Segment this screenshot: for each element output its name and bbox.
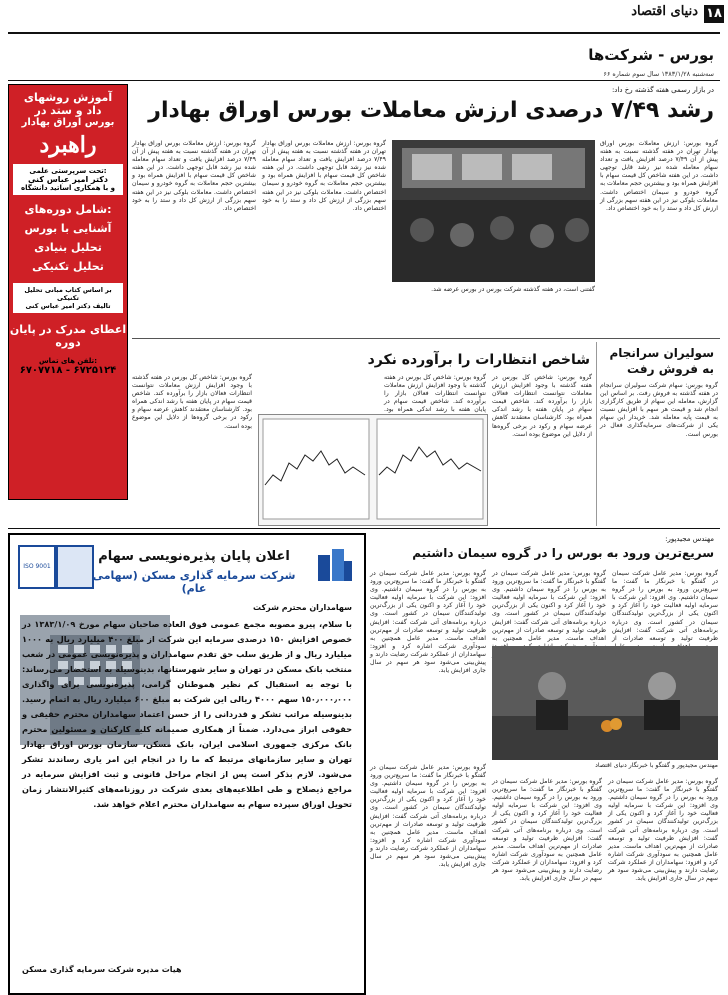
lead-photo [392,140,595,282]
lead-photo-caption: گفتنی است، در هفته گذشته شرکت بورس در بورس عرضه شد. [431,286,595,293]
ad-phone-label: تلفن های تماس: [38,357,98,365]
notice-logo-left: ISO 9001 [18,545,56,589]
ad-line-2: داد و ستد در [34,104,102,117]
cement-col-4: گروه بورس: مدیر عامل شرکت سیمان در گفتگو با خبرنگار ما گفت: ما سریع‌ترین ورود به بورس را در گروه سیمان داشتیم. وی افزود: این شرکت با سرمایه اولیه فعالیت خود را آغاز کرد و اکنون یکی از بزرگ‌ترین تولیدکنندگان سیمان در کشور است. وی درباره برنامه‌های آتی شرکت گفت: افزایش ظرفیت تولید و توسعه صادرات از مهم‌ترین اهداف ماست. مدیر عامل همچنین به سودآوری شرکت اشاره کرد و افزود: سهامداران از عملکرد شرکت رضایت دارند و پیش‌بینی می‌شود سود هر سهم در سال جاری افزایش یابد. [370,764,486,869]
ad-phones: ۶۷۰۷۷۱۸ - ۶۷۲۵۱۲۴ [19,365,117,376]
ad-sup-title: تحت سرپرستی علمی: [29,167,107,175]
sellers-divider [596,342,597,526]
ad-supervisor: دکتر امیر عباس کنی [27,175,109,184]
cement-col-3: گروه بورس: مدیر عامل شرکت سیمان در گفتگو با خبرنگار ما گفت: ما سریع‌ترین ورود به بورس را در گروه سیمان داشتیم. وی افزود: این شرکت با سرمایه اولیه فعالیت خود را آغاز کرد و اکنون یکی از بزرگ‌ترین تولیدکنندگان سیمان در کشور است. وی درباره برنامه‌های آتی شرکت گفت: افزایش ظرفیت تولید و توسعه صادرات از مهم‌ترین اهداف ماست. مدیر عامل همچنین به سودآوری شرکت اشاره کرد و افزود: سهامداران از عملکرد شرکت رضایت دارند و پیش‌بینی می‌شود سود هر سهم در سال جاری افزایش یابد. [370,570,486,675]
cement-headline: سریع‌ترین ورود به بورس را در گروه سیمان داشتیم [412,546,714,560]
notice-company: شرکت سرمایه گذاری مسکن (سهامی عام) [92,569,296,595]
notice-signature: هیات مدیره شرکت سرمایه گذاری مسکن [22,965,182,974]
masthead-rule-bottom [8,80,720,81]
lead-col-3: گروه بورس: ارزش معاملات بورس اوراق بهادار تهران در هفته گذشته نسبت به هفته پیش از آن ۷/۴۹ درصد افزایش یافت و تعداد سهام معامله شده نیز رشد قابل توجهی داشت. در این هفته شاخص کل قیمت سهام با افزایش همراه بود و بیشترین حجم معاملات به گروه خودرو و سیمان اختصاص داشت. معاملات بلوکی نیز در این هفته سهم بزرگی از ارزش کل داد و ستد را به خود اختصاص داد. [132,140,256,212]
ad-topic-3: تحلیل تکنیکی [32,260,104,273]
sellers-headline-2: به فروش رفت [627,362,714,376]
ad-sup-box [13,164,123,195]
page-number-box: ۱۸ [704,5,724,23]
ad-line-1: آموزش روشهای [23,91,113,104]
cement-col-1: گروه بورس: مدیر عامل شرکت سیمان در گفتگو با خبرنگار ما گفت: ما سریع‌ترین ورود به بورس را در گروه سیمان داشتیم. وی افزود: این شرکت با سرمایه اولیه فعالیت خود را آغاز کرد و اکنون یکی از بزرگ‌ترین تولیدکنندگان سیمان در کشور است. وی درباره برنامه‌های آتی شرکت گفت: افزایش ظرفیت تولید و توسعه صادرات از [612,570,718,642]
index-charts [258,414,488,526]
cement-col-2: گروه بورس: مدیر عامل شرکت سیمان در گفتگو با خبرنگار ما گفت: ما سریع‌ترین ورود به بورس را در گروه سیمان داشتیم. وی افزود: این شرکت با سرمایه اولیه فعالیت خود را آغاز کرد و اکنون یکی از بزرگ‌ترین تولیدکنندگان سیمان در کشور است. وی درباره برنامه‌های آتی شرکت گفت: افزایش ظرفیت تولید و توسعه صادرات از مهم‌ترین اهداف ماست. مدیر عامل همچنین به [492,570,606,642]
lead-headline: رشد ۷/۴۹ درصدی ارزش معاملات بورس اوراق بهادار [148,98,714,123]
index-bottom-rule [8,528,720,529]
interview-photo [492,646,718,760]
ad-topics-title: شامل دوره‌های: [24,203,112,216]
lead-col-2: گروه بورس: ارزش معاملات بورس اوراق بهادار تهران در هفته گذشته نسبت به هفته پیش از آن ۷/۴۹ درصد افزایش یافت و تعداد سهام معامله شده نیز رشد قابل توجهی داشت. در این هفته شاخص کل قیمت سهام با افزایش همراه بود و بیشترین حجم معاملات به گروه خودرو و سیمان اختصاص داشت. معاملات بلوکی نیز در این هفته سهم بزرگی از ارزش کل داد و ستد را به خود اختصاص داد. [262,140,386,212]
masthead [0,0,728,80]
newspaper-logo: دنیای اقتصاد [631,4,698,19]
sellers-headline-1: سولیران سرانجام [609,346,714,360]
section-title: بورس - شرکت‌ها [588,46,714,64]
cement-col-5: گروه بورس: مدیر عامل شرکت سیمان در گفتگو با خبرنگار ما گفت: ما سریع‌ترین ورود به بورس را در گروه سیمان داشتیم. وی افزود: این شرکت با سرمایه اولیه فعالیت خود را آغاز کرد و اکنون یکی از بزرگ‌ترین تولیدکنندگان سیمان در کشور است. وی درباره برنامه‌های آتی شرکت گفت: افزایش ظرفیت تولید و توسعه صادرات از مهم‌ترین اهداف ماست. مدیر عامل همچنین به سودآوری شرکت اشاره کرد و افزود: سهامداران از عملکرد شرکت رضایت دارند و پیش‌بینی می‌شود سود هر سهم در سال جاری افزایش یابد. [492,778,602,883]
ad-cert: اعطای مدرک در پایان دوره [9,323,127,349]
cement-kicker: مهندس مجیدپور: [665,535,714,543]
ad-brand: راهبرد [39,132,97,158]
notice-ad [8,533,366,995]
cement-photo [492,646,718,760]
ad-line-3: بورس اوراق بهادار [21,117,115,128]
index-col-2: گروه بورس: شاخص کل بورس در هفته گذشته با وجود افزایش ارزش معاملات نتوانست انتظارات فعالان بازار را برآورده کند. شاخص قیمت سهام در پایان هفته با رشد اندکی همراه بود. [384,374,486,414]
masthead-rule-top [8,32,720,34]
course-ad [8,84,128,500]
notice-greeting: سهامداران محترم شرکت [252,603,352,612]
ad-book-box [13,283,123,313]
index-col-1: گروه بورس: شاخص کل بورس در هفته گذشته با وجود افزایش ارزش معاملات نتوانست انتظارات فعالان بازار را برآورده کند. شاخص قیمت سهام در پایان هفته با رشد اندکی همراه بود. کارشناسان معتقدند کاهش عرضه سهام و رکود در برخی گروه‌ها از دلایل این موضوع بوده است. [492,374,592,438]
ad-book-note: بر اساس کتاب مبانی تحلیل تکنیکی [24,286,112,302]
ad-collab: و با همکاری اساتید دانشگاه [20,184,116,192]
ad-topic-2: تحلیل بنیادی [34,241,102,254]
notice-title: اعلان پایان پذیره‌نویسی سهام [98,549,290,564]
ad-book-author: تالیف دکتر امیر عباس کنی [25,302,111,310]
sellers-body: گروه بورس: سهام شرکت سولیران سرانجام در هفته گذشته به فروش رفت. بر اساس این گزارش، معامله این سهام از طریق کارگزاری انجام شد و قیمت هر سهم با افزایش نسبت به قیمت پایه معامله شد. خریدار این سهام یکی از شرکت‌های سرمایه‌گذاری فعال در بورس است. [600,382,718,438]
issue-line: سه‌شنبه ۱۳۸۳/۱/۲۸ سال سوم شماره ۶۶ [603,70,714,78]
notice-body: با سلام، پیرو مصوبه مجمع عمومی فوق العاده صاحبان سهام مورخ ۱۳۸۳/۱/۰۹ در خصوص افزایش ۱۵۰ درصدی سرمایه این شرکت از مبلغ ۴۰۰ میلیارد ریال به ۱۰۰۰ میلیارد ریال و از طریق سلب حق تقدم سهامداران و پذیره‌نویسی عمومی در شعب منتخب بانک مسکن در تهران و سایر شهرستانها، بدینوسیله به استحضار می‌رساند: با توجه به استقبال کم نظیر هموطنان گرامی، پذیره‌نویسی برای واگذاری ۱۵۰٫۰۰۰٫۰۰۰ سهم ۴۰۰۰ ریالی این شرکت به مبلغ ۶۰۰ میلیارد ریال به اتمام رسید. بدینوسیله مراتب تشکر و قدردانی را از حسن اعتماد سهامداران محترم حقیقی و حقوقی ابراز می‌دارد. ضمناً از همکاری صمیمانه کلیه کارکنان و مسئولین محترم بانک مرکزی جمهوری اسلامی ایران، بانک مسکن، سازمان بورس اوراق بهادار تهران و سایر سازمانهای مرتبط که ما را در انجام این امر یاری رساندند تشکر می‌شود. لازم بذکر است پس از انجام مراحل قانونی و ثبت افزایش سرمایه در مراجع ذیصلاح و طی اطلاعیه‌های بعدی شرکت در روزنامه‌های کثیرالانتشار زمان تحویل اوراق سپرده سهام به سهامداران محترم اعلام خواهد شد. [22,619,353,809]
index-headline: شاخص انتظارات را برآورده نکرد [367,352,590,368]
trading-floor-photo [392,140,595,282]
lead-bottom-rule [132,338,720,339]
cement-col-6: گروه بورس: مدیر عامل شرکت سیمان در گفتگو با خبرنگار ما گفت: ما سریع‌ترین ورود به بورس را در گروه سیمان داشتیم. وی افزود: این شرکت با سرمایه اولیه فعالیت خود را آغاز کرد و اکنون یکی از بزرگ‌ترین تولیدکنندگان سیمان در کشور است. وی درباره برنامه‌های آتی شرکت گفت: افزایش ظرفیت تولید و توسعه صادرات از مهم‌ترین اهداف ماست. مدیر عامل همچنین به سودآوری شرکت اشاره کرد و افزود: سهامداران از عملکرد شرکت رضایت دارند و پیش‌بینی می‌شود سود هر سهم در سال جاری افزایش یابد. [608,778,718,883]
lead-kicker: در بازار رسمی هفته گذشته رخ داد: [611,86,714,94]
index-chart-svg [259,415,487,525]
lead-col-1: گروه بورس: ارزش معاملات بورس اوراق بهادار تهران در هفته گذشته نسبت به هفته پیش از آن ۷/۴۹ درصد افزایش یافت و تعداد سهام معامله شده نیز رشد قابل توجهی داشت. در این هفته شاخص کل قیمت سهام با افزایش همراه بود و بیشترین حجم معاملات به گروه خودرو و سیمان اختصاص داشت. معاملات بلوکی نیز در این هفته سهم بزرگی از ارزش کل داد و ستد را به خود اختصاص داد. [600,140,718,212]
cement-photo-caption: مهندس مجیدپور و گفتگو با خبرنگار دنیای اقتصاد [595,762,718,769]
ad-topic-1: آشنایی با بورس [24,222,112,235]
index-col-3: گروه بورس: شاخص کل بورس در هفته گذشته با وجود افزایش ارزش معاملات نتوانست انتظارات فعالان بازار را برآورده کند. شاخص قیمت سهام در پایان هفته با رشد اندکی همراه بود. کارشناسان معتقدند کاهش عرضه سهام و رکود در برخی گروه‌ها از دلایل این موضوع بوده است. [132,374,252,430]
notice-company-logo [314,545,354,585]
